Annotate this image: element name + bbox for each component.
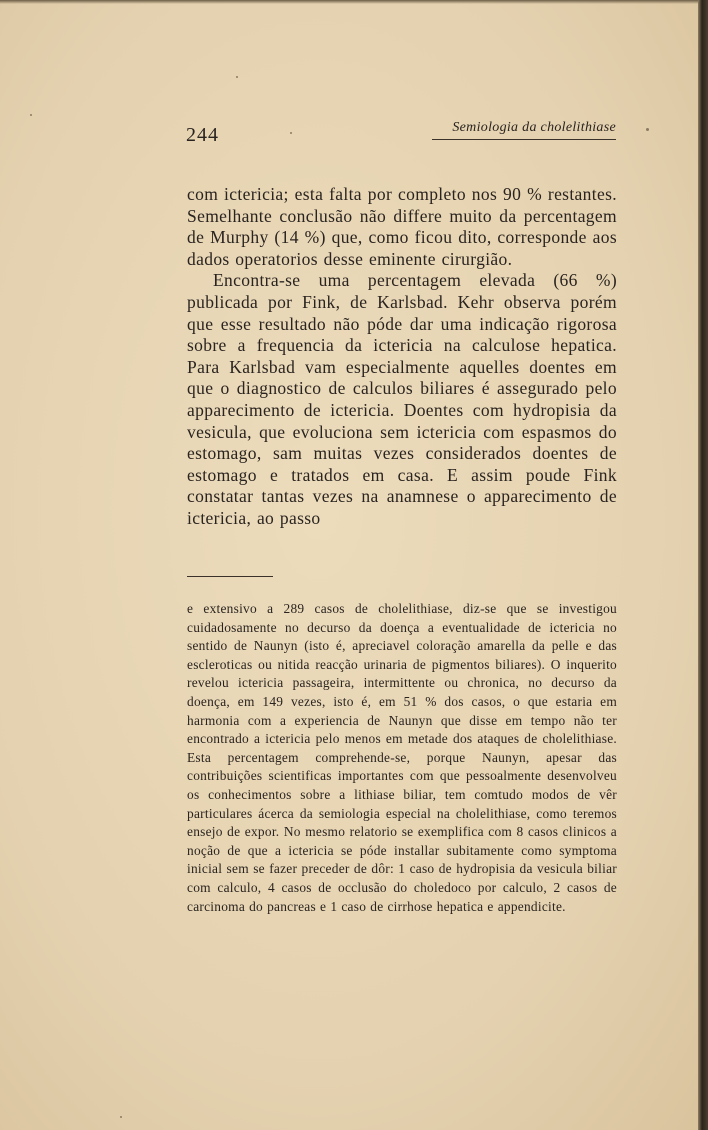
page-number: 244 bbox=[186, 124, 219, 146]
footnote-rule bbox=[187, 576, 273, 577]
footnote bbox=[187, 600, 617, 916]
page-top-edge bbox=[0, 0, 698, 4]
paper-speck bbox=[236, 76, 238, 78]
running-title: Semiologia da cholelithiase bbox=[432, 120, 616, 140]
body-paragraph: Encontra-se uma percentagem elevada (66 %) publicada por Fink, de Karlsbad. Kehr observa porém que esse resultado não póde dar uma indicação rigorosa sobre a frequencia da ictericia na calculose hepatica. Para Karlsbad vam especialmente aquelles doentes em que o diagnostico de calculos biliares é assegurado pelo apparecimento de ictericia. Doentes com hydropisia da vesicula, que evoluciona sem ictericia com espasmos do estomago, sam muitas vezes considerados doentes de estomago e tratados em casa. E assim poude Fink constatar tantas vezes na anamnese o apparecimento de ictericia, ao passo bbox=[187, 270, 617, 528]
paper-speck bbox=[30, 114, 32, 116]
paper-speck bbox=[120, 1116, 122, 1118]
paper-speck bbox=[646, 128, 649, 131]
body-paragraph: com ictericia; esta falta por completo nos 90 % restantes. Semelhante conclusão não differe muito da percentagem de Murphy (14 %) que, como ficou dito, corresponde aos dados operatorios desse eminente cirurgião. bbox=[187, 184, 617, 269]
footnote-text: e extensivo a 289 casos de cholelithiase, diz-se que se investigou cuidadosamente no decurso da doença a eventualidade de ictericia no sentido de Naunyn (isto é, apreciavel coloração amarella da pelle e das escleroticas ou nitida reacção urinaria de pigmentos biliares). O inquerito revelou ictericia passageira, intermittente ou chronica, no decurso da doença, em 149 vezes, isto é, em 51 % dos casos, o que estaria em harmonia com a experiencia de Naunyn que disse em tempo não ter encontrado a ictericia pelo menos em metade dos ataques de cholelithiase. Esta percentagem comprehende-se, porque Naunyn, apesar das contribuições scientificas importantes com que pessoalmente desenvolveu os conhecimentos sobre a lithiase biliar, tem comtudo modos de vêr particulares ácerca da semiologia especial na cholelithiase, como teremos ensejo de expor. No mesmo relatorio se exemplifica com 8 casos clinicos a noção de que a ictericia se póde installar subitamente como symptoma inicial sem se fazer preceder de dôr: 1 caso de hydropisia da vesicula biliar com calculo, 4 casos de occlusão do choledoco por calculo, 2 casos de carcinoma do pancreas e 1 caso de cirrhose hepatica e appendicite. bbox=[187, 601, 617, 914]
main-text bbox=[187, 184, 617, 530]
paper-speck bbox=[290, 132, 292, 134]
book-binding-edge bbox=[698, 0, 708, 1130]
